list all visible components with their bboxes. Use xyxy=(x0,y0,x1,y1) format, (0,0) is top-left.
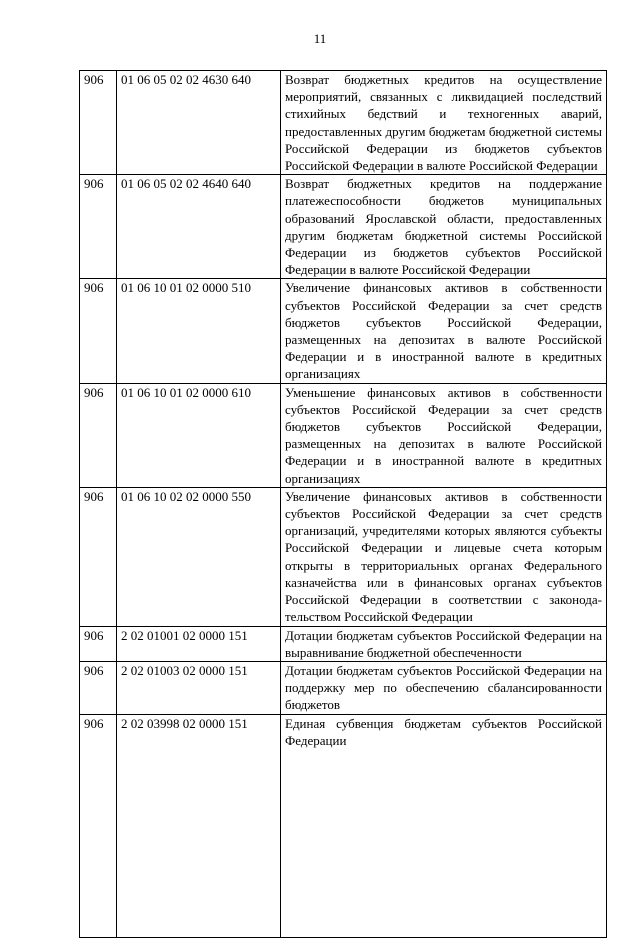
administrator-code-cell: 906 xyxy=(80,71,117,175)
table-row xyxy=(80,626,607,661)
table-row xyxy=(80,714,607,937)
description-cell: Единая субвенция бюджетам субъектов Российской Федерации xyxy=(281,714,607,937)
table-row xyxy=(80,71,607,175)
description-cell: Уменьшение финансовых активов в собственности субъектов Российской Федерации за счет средств бюджетов субъектов Российской Федерации, размещенных на депозитах в валюте Российской Федерации и в иностранной валюте в кредитных организациях xyxy=(281,383,607,487)
budget-classification-code-cell: 01 06 05 02 02 4630 640 xyxy=(117,71,281,175)
administrator-code-cell: 906 xyxy=(80,626,117,661)
budget-classification-code-cell: 2 02 01001 02 0000 151 xyxy=(117,626,281,661)
table-row xyxy=(80,175,607,279)
budget-classification-code-cell: 2 02 03998 02 0000 151 xyxy=(117,714,281,937)
administrator-code-cell: 906 xyxy=(80,383,117,487)
administrator-code-cell: 906 xyxy=(80,714,117,937)
description-cell: Дотации бюджетам субъектов Российской Федерации на выравнивание бюджетной обеспеченности xyxy=(281,626,607,661)
administrator-code-cell: 906 xyxy=(80,661,117,714)
administrator-code-cell: 906 xyxy=(80,279,117,383)
administrator-code-cell: 906 xyxy=(80,487,117,626)
description-cell: Увеличение финансовых активов в собственности субъектов Российской Федерации за счет средств организаций, учредителями которых являются субъекты Российской Федерации и лицевые счета которым открыты в территориальных органах Федерального казначейства или в финансовых органах субъектов Российской Федерации в соответствии с законодательством Российской Федерации xyxy=(281,487,607,626)
table-row xyxy=(80,661,607,714)
description-cell: Увеличение финансовых активов в собственности субъектов Российской Федерации за счет средств бюджетов субъектов Российской Федерации, размещенных на депозитах в валюте Российской Федерации и в иностранной валюте в кредитных организациях xyxy=(281,279,607,383)
page-number: 11 xyxy=(313,31,327,46)
table-row xyxy=(80,279,607,383)
budget-codes-table xyxy=(79,70,607,938)
budget-classification-code-cell: 01 06 10 02 02 0000 550 xyxy=(117,487,281,626)
budget-classification-code-cell: 01 06 05 02 02 4640 640 xyxy=(117,175,281,279)
table-row xyxy=(80,383,607,487)
table-row xyxy=(80,487,607,626)
description-cell: Возврат бюджетных кредитов на осуществление мероприятий, связанных с ликвидацией последствий стихийных бедствий и техногенных аварий, предоставленных другим бюджетам бюджетной системы Российской Федерации из бюджетов субъектов Российской Федерации в валюте Российской Федерации xyxy=(281,71,607,175)
budget-classification-code-cell: 01 06 10 01 02 0000 510 xyxy=(117,279,281,383)
budget-classification-code-cell: 01 06 10 01 02 0000 610 xyxy=(117,383,281,487)
administrator-code-cell: 906 xyxy=(80,175,117,279)
budget-classification-code-cell: 2 02 01003 02 0000 151 xyxy=(117,661,281,714)
description-cell: Возврат бюджетных кредитов на поддержание платежеспособности бюджетов муниципальных образований Ярославской области, предоставленных другим бюджетам бюджетной системы Российской Федерации из бюджетов субъектов Российской Федерации в валюте Российской Федерации xyxy=(281,175,607,279)
description-cell: Дотации бюджетам субъектов Российской Федерации на поддержку мер по обеспечению сбалансированности бюджетов xyxy=(281,661,607,714)
